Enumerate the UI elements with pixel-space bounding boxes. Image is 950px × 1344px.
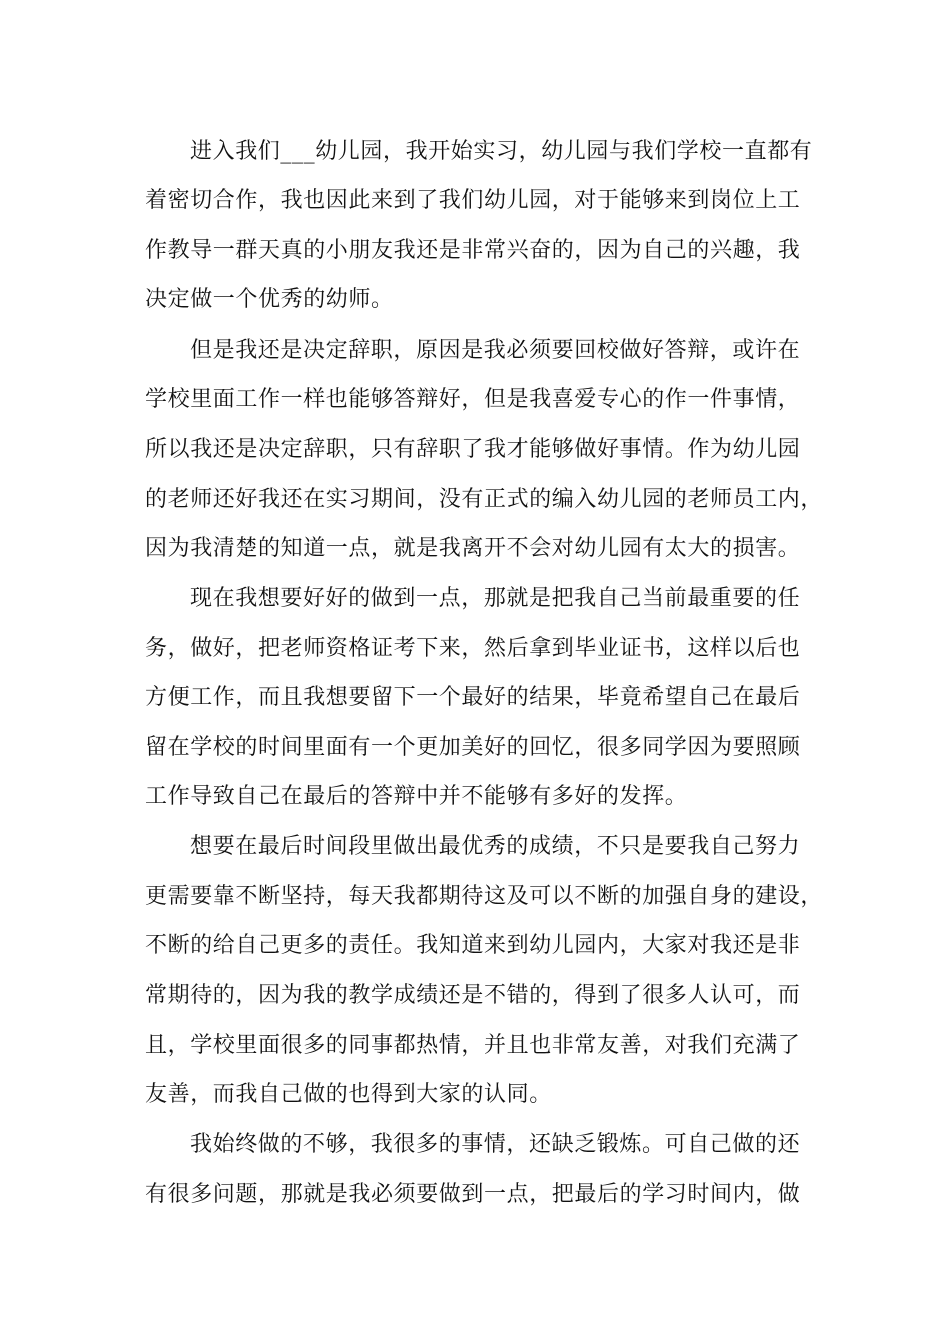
text-line: 想要在最后时间段里做出最优秀的成绩，不只是要我自己努力 <box>190 834 801 859</box>
text-line: 着密切合作，我也因此来到了我们幼儿园，对于能够来到岗位上工 <box>145 188 801 213</box>
text-line: 更需要靠不断坚持，每天我都期待这及可以不断的加强自身的建设， <box>145 884 824 909</box>
text-line: 常期待的，因为我的教学成绩还是不错的，得到了很多人认可，而 <box>145 983 801 1008</box>
text-line: 学校里面工作一样也能够答辩好，但是我喜爱专心的作一件事情， <box>145 387 801 412</box>
text-line: 所以我还是决定辞职，只有辞职了我才能够做好事情。作为幼儿园 <box>145 437 801 462</box>
text-line: 工作导致自己在最后的答辩中并不能够有多好的发挥。 <box>145 784 688 809</box>
text-line: 因为我清楚的知道一点，就是我离开不会对幼儿园有太大的损害。 <box>145 536 801 561</box>
text-line: 的老师还好我还在实习期间，没有正式的编入幼儿园的老师员工内， <box>145 487 824 512</box>
text-line: 留在学校的时间里面有一个更加美好的回忆，很多同学因为要照顾 <box>145 735 801 760</box>
text-line: 有很多问题，那就是我必须要做到一点，把最后的学习时间内，做 <box>145 1182 801 1207</box>
text-line: 决定做一个优秀的幼师。 <box>145 287 394 312</box>
text-line: 且，学校里面很多的同事都热情，并且也非常友善，对我们充满了 <box>145 1033 801 1058</box>
text-line: 作教导一群天真的小朋友我还是非常兴奋的，因为自己的兴趣，我 <box>145 238 801 263</box>
text-line: 现在我想要好好的做到一点，那就是把我自己当前最重要的任 <box>190 586 801 611</box>
text-line: 我始终做的不够，我很多的事情，还缺乏锻炼。可自己做的还 <box>190 1132 801 1157</box>
text-line: 友善，而我自己做的也得到大家的认同。 <box>145 1082 552 1107</box>
text-line: 但是我还是决定辞职，原因是我必须要回校做好答辩，或许在 <box>190 338 801 363</box>
text-line: 方便工作，而且我想要留下一个最好的结果，毕竟希望自己在最后 <box>145 685 801 710</box>
text-line: 务，做好，把老师资格证考下来，然后拿到毕业证书，这样以后也 <box>145 636 801 661</box>
text-line: 进入我们___幼儿园，我开始实习，幼儿园与我们学校一直都有 <box>190 139 813 164</box>
text-line: 不断的给自己更多的责任。我知道来到幼儿园内，大家对我还是非 <box>145 933 801 958</box>
